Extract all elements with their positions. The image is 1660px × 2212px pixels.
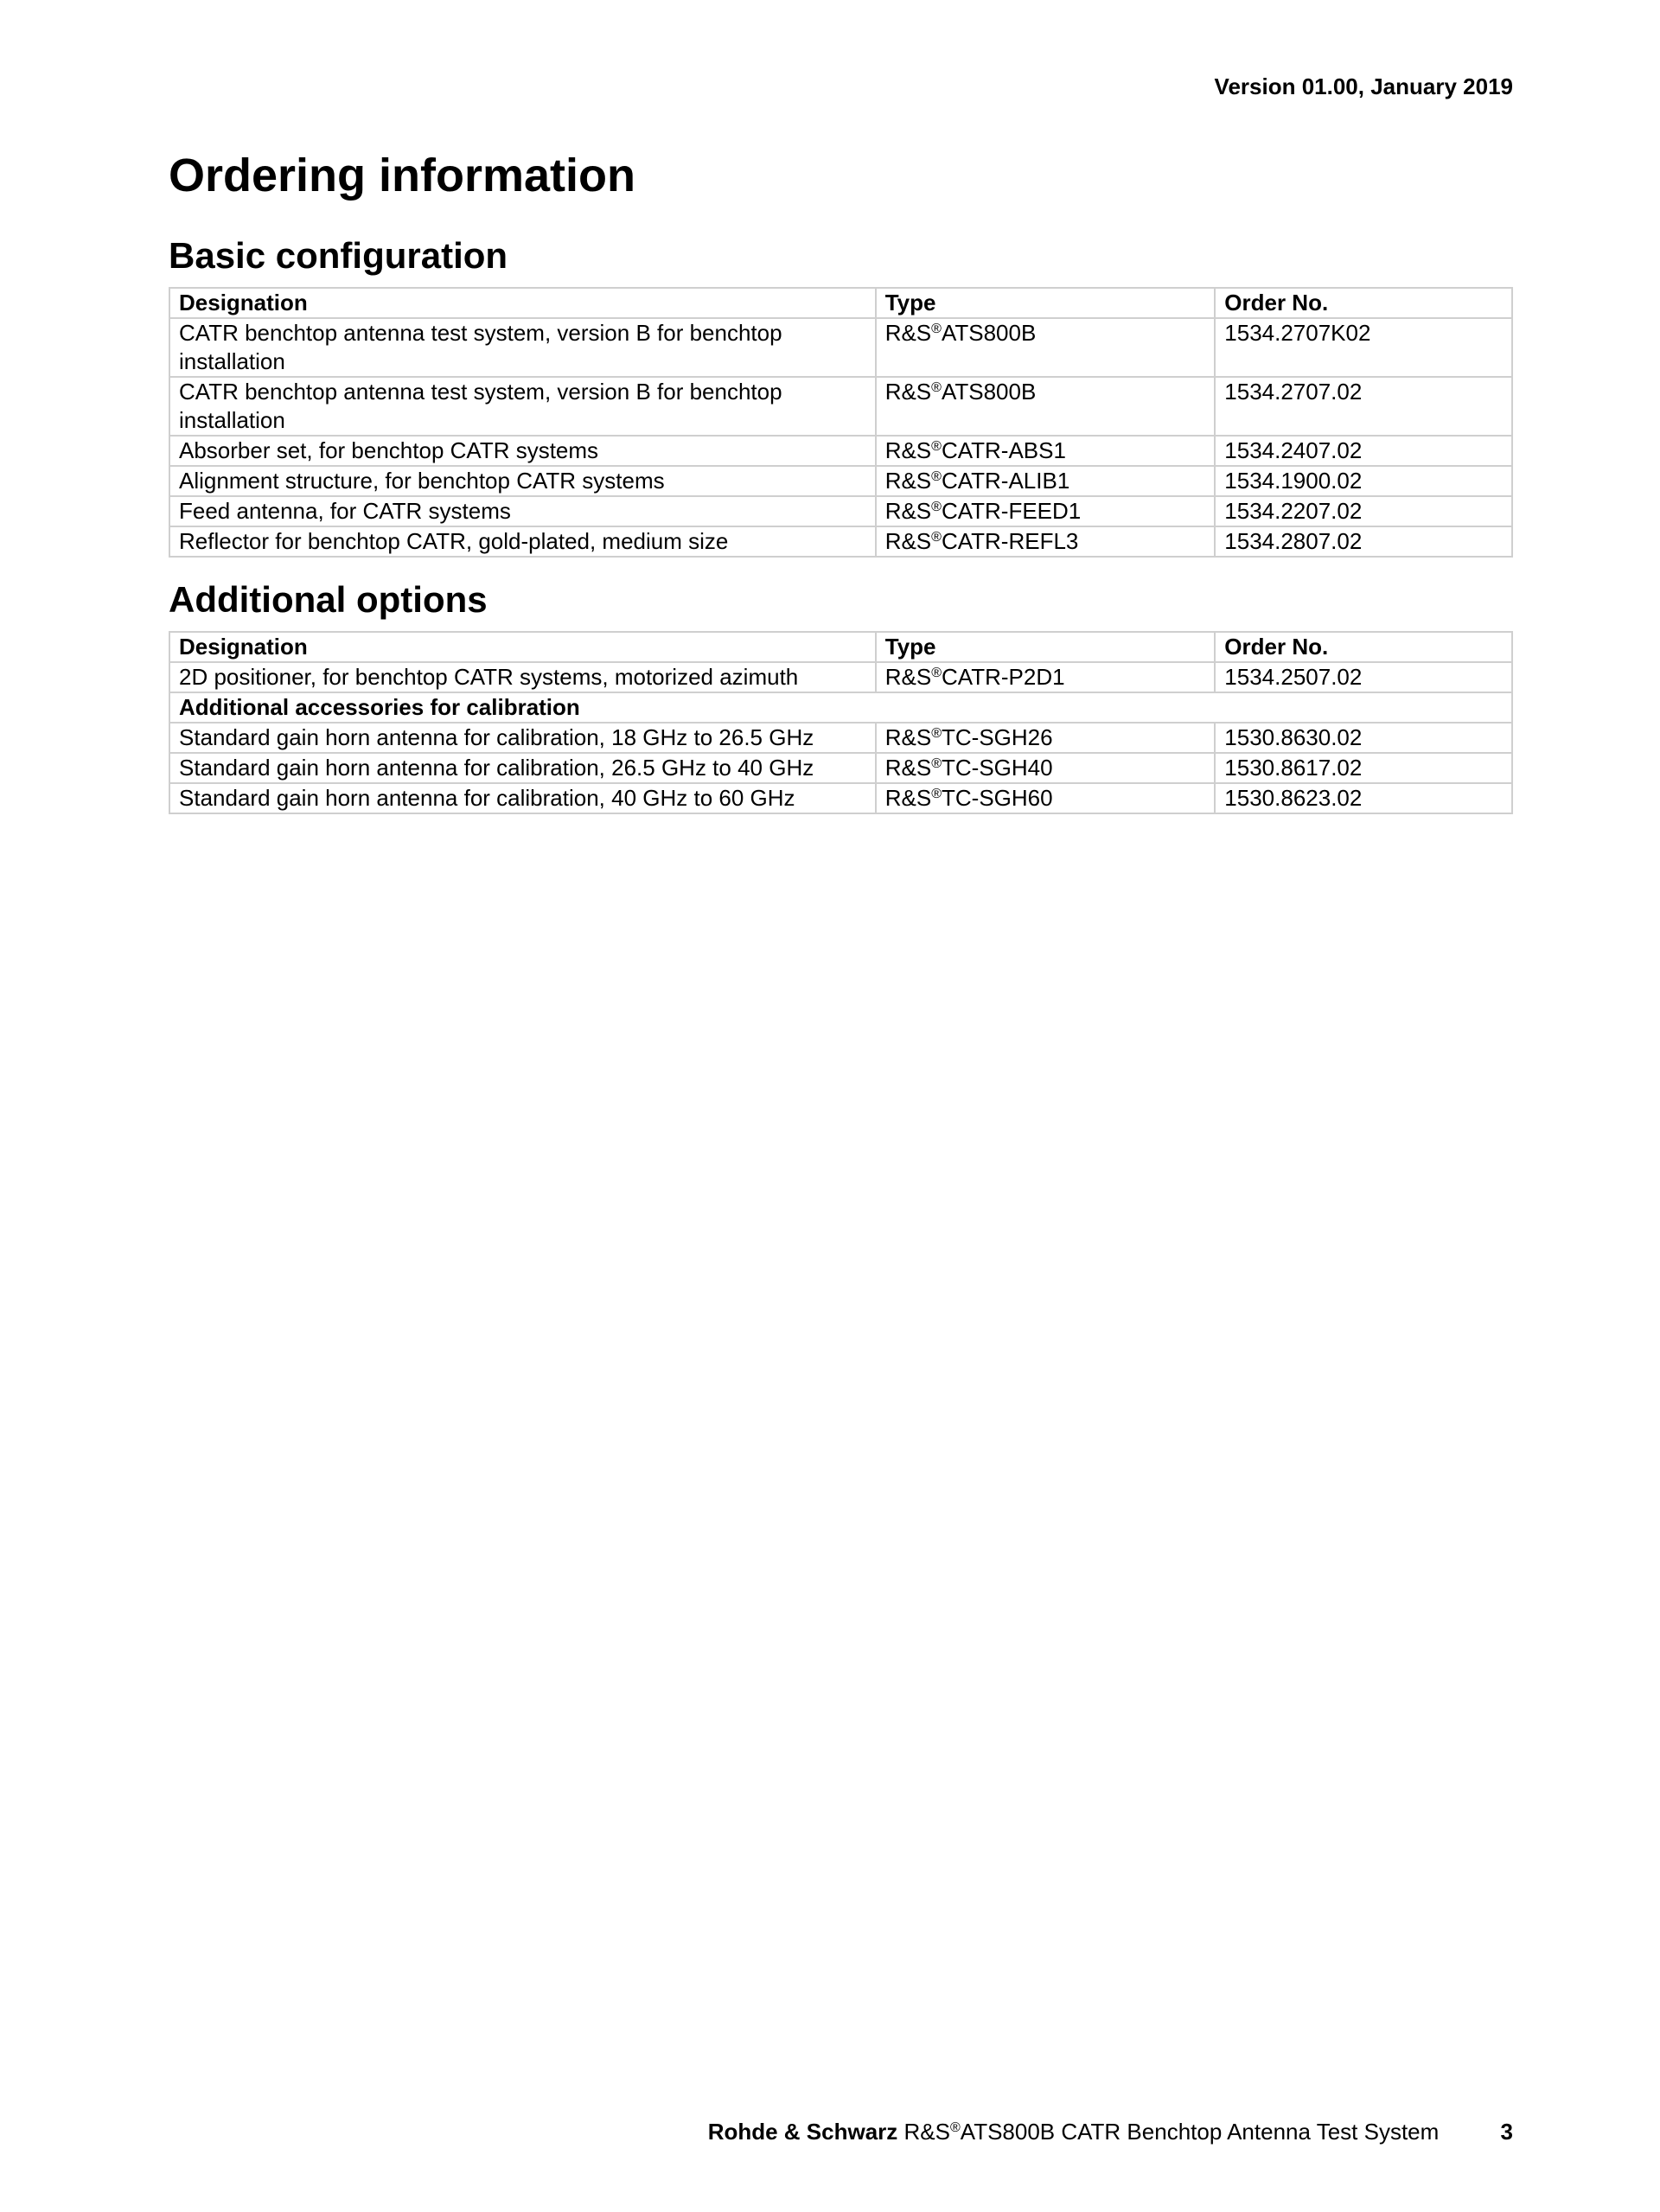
page-title: Ordering information: [169, 150, 635, 201]
designation-cell: Alignment structure, for benchtop CATR systems: [169, 466, 876, 496]
type-cell: R&S®TC-SGH40: [876, 753, 1216, 783]
table-row: [169, 753, 1512, 783]
table-row: [169, 526, 1512, 557]
order-number-cell: 1534.2207.02: [1215, 496, 1512, 526]
designation-cell: Standard gain horn antenna for calibration, 18 GHz to 26.5 GHz: [169, 723, 876, 753]
table-row: [169, 436, 1512, 466]
designation-cell: CATR benchtop antenna test system, version B for benchtop installation: [169, 318, 876, 377]
type-cell: R&S®CATR-ABS1: [876, 436, 1216, 466]
type-cell: R&S®ATS800B: [876, 377, 1216, 436]
order-number-cell: 1534.2407.02: [1215, 436, 1512, 466]
type-cell: R&S®TC-SGH60: [876, 783, 1216, 813]
page-number: 3: [1500, 2119, 1513, 2145]
footer-brand: Rohde & Schwarz: [707, 2119, 898, 2145]
designation-cell: 2D positioner, for benchtop CATR systems, motorized azimuth: [169, 662, 876, 692]
subheading-calibration-accessories: Additional accessories for calibration: [169, 692, 1512, 723]
type-cell: R&S®CATR-FEED1: [876, 496, 1216, 526]
column-header-designation: Designation: [169, 288, 876, 318]
designation-cell: Standard gain horn antenna for calibration, 26.5 GHz to 40 GHz: [169, 753, 876, 783]
order-number-cell: 1530.8617.02: [1215, 753, 1512, 783]
designation-cell: Reflector for benchtop CATR, gold-plated, medium size: [169, 526, 876, 557]
table-row: [169, 783, 1512, 813]
type-cell: R&S®ATS800B: [876, 318, 1216, 377]
table-row: [169, 496, 1512, 526]
table-subheading-row: [169, 692, 1512, 723]
footer-product-title: R&S®ATS800B CATR Benchtop Antenna Test System: [903, 2119, 1440, 2145]
basic-configuration-table: [169, 287, 1513, 558]
designation-cell: Feed antenna, for CATR systems: [169, 496, 876, 526]
column-header-order-no: Order No.: [1215, 288, 1512, 318]
order-number-cell: 1534.2707K02: [1215, 318, 1512, 377]
order-number-cell: 1534.2707.02: [1215, 377, 1512, 436]
order-number-cell: 1530.8623.02: [1215, 783, 1512, 813]
version-label: Version 01.00, January 2019: [1214, 73, 1513, 99]
designation-cell: Absorber set, for benchtop CATR systems: [169, 436, 876, 466]
table-row: [169, 466, 1512, 496]
section-title-basic-configuration: Basic configuration: [169, 235, 508, 276]
type-cell: R&S®CATR-P2D1: [876, 662, 1216, 692]
type-cell: R&S®CATR-ALIB1: [876, 466, 1216, 496]
order-number-cell: 1530.8630.02: [1215, 723, 1512, 753]
column-header-type: Type: [876, 288, 1216, 318]
designation-cell: CATR benchtop antenna test system, version B for benchtop installation: [169, 377, 876, 436]
order-number-cell: 1534.1900.02: [1215, 466, 1512, 496]
designation-cell: Standard gain horn antenna for calibration, 40 GHz to 60 GHz: [169, 783, 876, 813]
table-row: [169, 723, 1512, 753]
order-number-cell: 1534.2507.02: [1215, 662, 1512, 692]
section-title-additional-options: Additional options: [169, 579, 488, 620]
table-header-row: [169, 632, 1512, 662]
order-number-cell: 1534.2807.02: [1215, 526, 1512, 557]
table-row: [169, 377, 1512, 436]
column-header-order-no: Order No.: [1215, 632, 1512, 662]
table-row: [169, 662, 1512, 692]
table-header-row: [169, 288, 1512, 318]
type-cell: R&S®TC-SGH26: [876, 723, 1216, 753]
column-header-designation: Designation: [169, 632, 876, 662]
column-header-type: Type: [876, 632, 1216, 662]
additional-options-table: [169, 631, 1513, 814]
type-cell: R&S®CATR-REFL3: [876, 526, 1216, 557]
page-footer: [708, 2119, 1513, 2145]
table-row: [169, 318, 1512, 377]
